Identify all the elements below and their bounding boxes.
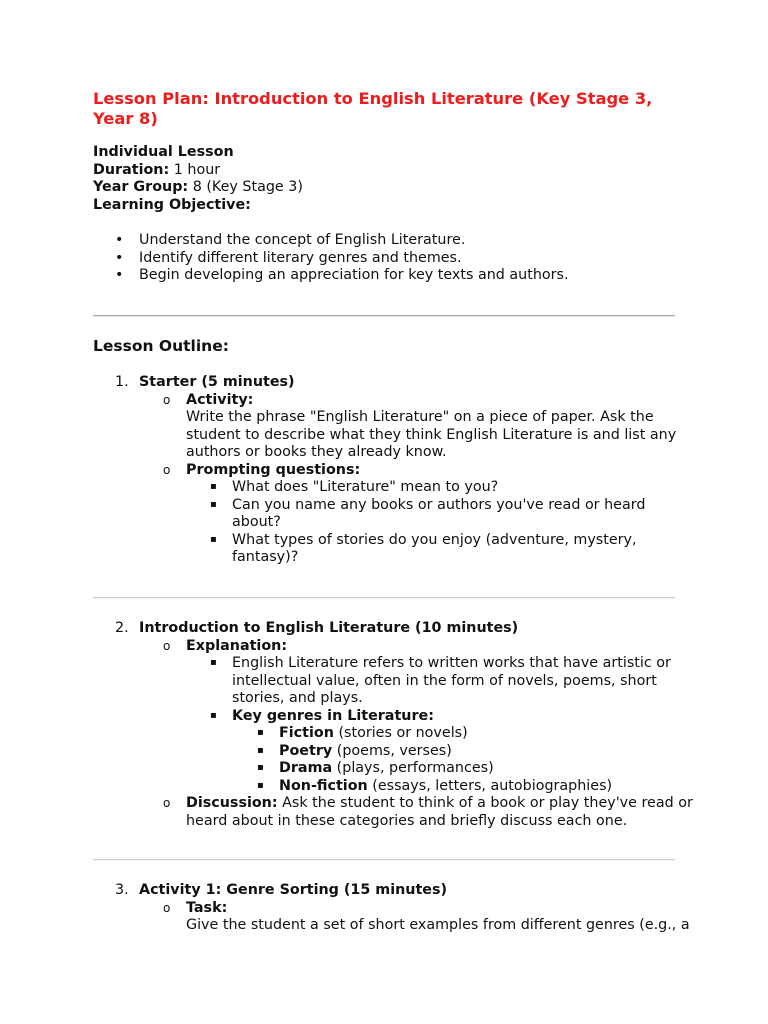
genre-drama: ▪ Drama (plays, performances) bbox=[257, 760, 494, 776]
section-genre-sorting bbox=[93, 882, 693, 935]
task-item: o Task: Give the student a set of short examples from different genres (e.g., a bbox=[163, 899, 690, 933]
list-item: ▪ Can you name any books or authors you've read or heard about? bbox=[210, 496, 646, 530]
objectives-list bbox=[93, 232, 693, 285]
section-introduction bbox=[93, 620, 693, 830]
list-item: • Identify different literary genres and themes. bbox=[115, 249, 462, 266]
activity-item: o Activity: Write the phrase "English Literature" on a piece of paper. Ask the student to describe what they think English Literature is and list any authors or books they already know. bbox=[163, 391, 677, 460]
prompting-item: o Prompting questions: bbox=[163, 461, 361, 478]
list-item: • Understand the concept of English Literature. bbox=[115, 232, 466, 248]
divider bbox=[93, 859, 675, 861]
list-item: ▪ English Literature refers to written works that have artistic or intellectual value, often in the form of novels, poems, short stories, and plays. bbox=[210, 655, 671, 706]
duration-line: Duration: 1 hour bbox=[93, 161, 221, 178]
page-title: Lesson Plan: Introduction to English Literature (Key Stage 3, Year 8) bbox=[93, 89, 653, 128]
discussion-item: o Discussion: Ask the student to think of a book or play they've read or heard about in these categories and briefly discuss each one. bbox=[163, 795, 693, 829]
genre-fiction: ▪ Fiction (stories or novels) bbox=[257, 725, 468, 741]
genre-non-fiction: ▪ Non-fiction (essays, letters, autobiographies) bbox=[257, 777, 613, 794]
lesson-type: Individual Lesson bbox=[93, 144, 234, 160]
year-group-line: Year Group: 8 (Key Stage 3) bbox=[93, 179, 303, 195]
divider bbox=[93, 597, 675, 599]
divider bbox=[93, 315, 675, 317]
section-title: 1. Starter (5 minutes) bbox=[115, 374, 295, 390]
section-starter bbox=[93, 374, 693, 567]
list-item: ▪ What does "Literature" mean to you? bbox=[210, 479, 499, 495]
genres-item: ▪ Key genres in Literature: bbox=[210, 707, 434, 724]
lesson-meta bbox=[93, 144, 693, 214]
genre-poetry: ▪ Poetry (poems, verses) bbox=[257, 742, 452, 759]
section-title: 3. Activity 1: Genre Sorting (15 minutes) bbox=[115, 882, 448, 898]
section-title: 2. Introduction to English Literature (10 minutes) bbox=[115, 620, 519, 636]
explanation-item: o Explanation: bbox=[163, 637, 288, 654]
list-item: ▪ What types of stories do you enjoy (adventure, mystery, fantasy)? bbox=[210, 531, 637, 565]
outline-heading: Lesson Outline: bbox=[93, 337, 229, 355]
list-item: • Begin developing an appreciation for key texts and authors. bbox=[115, 267, 569, 283]
learning-objective-label: Learning Objective: bbox=[93, 196, 251, 213]
